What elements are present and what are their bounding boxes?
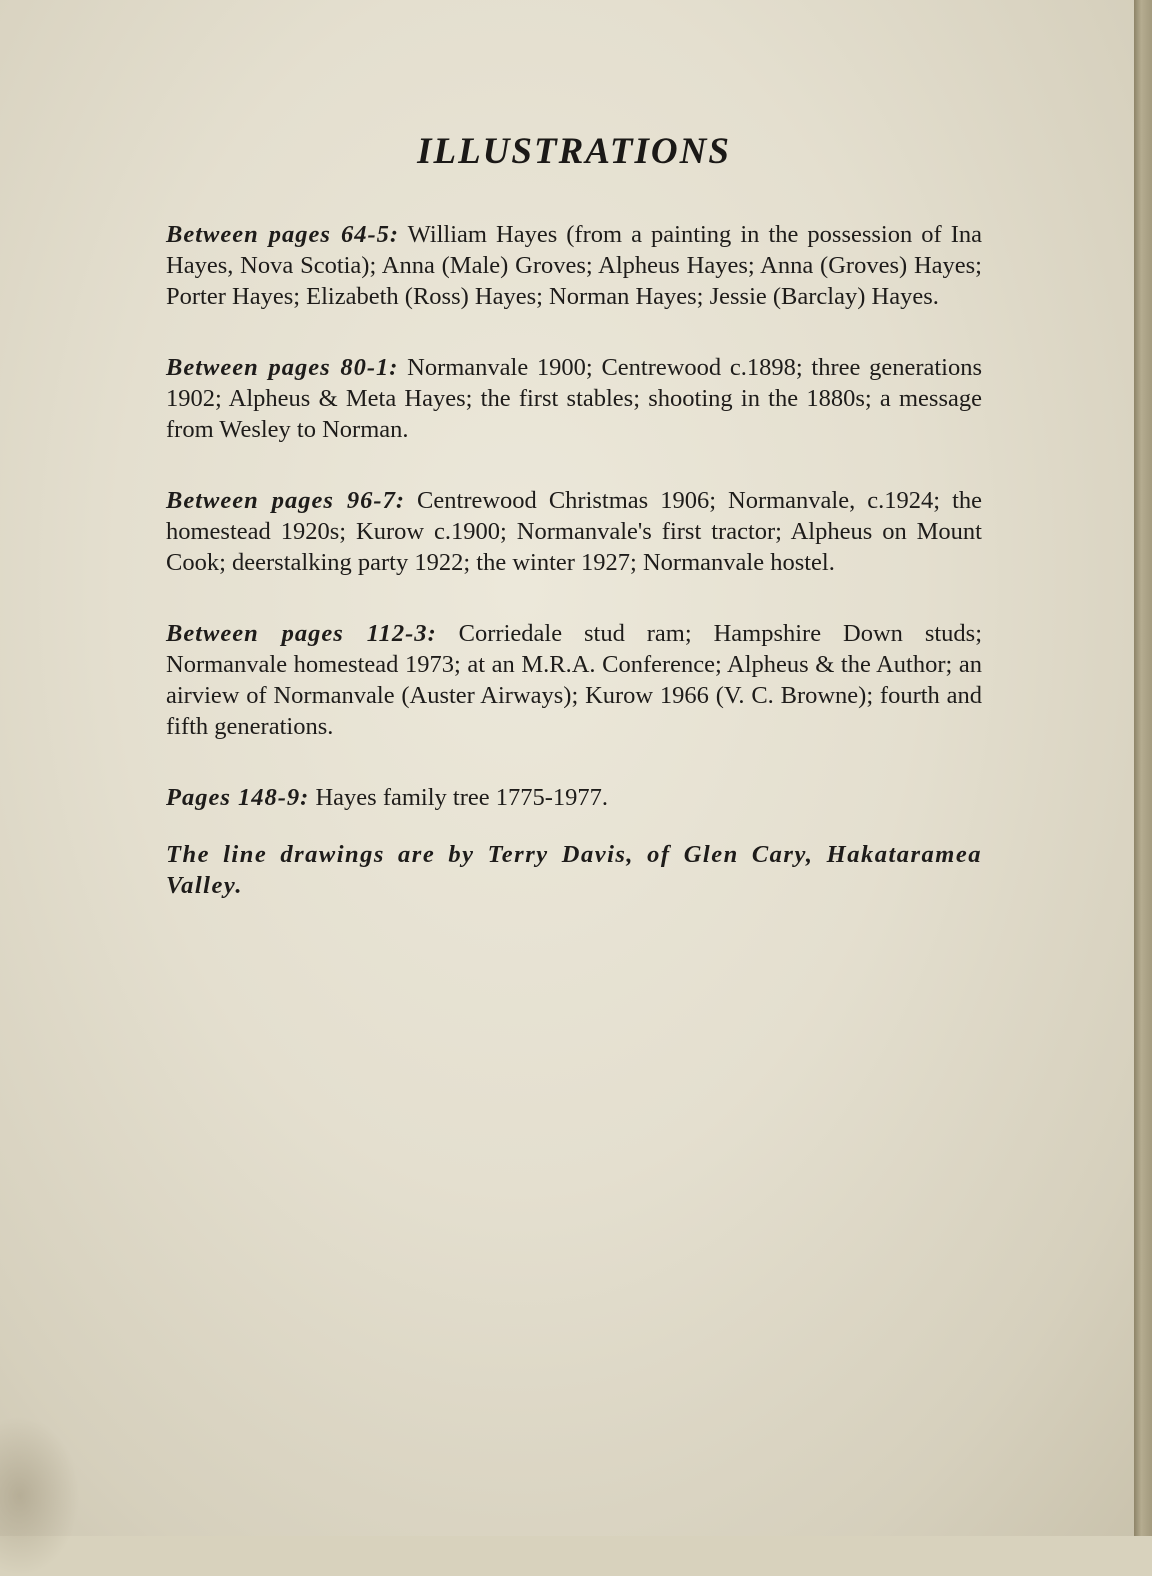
- entry-label: Between pages 64-5: [166, 221, 390, 248]
- line-drawings-credit: The line drawings are by Terry Davis, of Glen Cary, Hakataramea Valley.: [166, 841, 982, 899]
- illustrations-list: [166, 130, 982, 901]
- entry-text: Normanvale 1900; Centrewood c.1898; three generations 1902; Alpheus & Meta Hayes; the first stables; shooting in the 1880s; a message from Wesley to Norman.: [166, 354, 983, 443]
- entry-text: Corriedale stud ram; Hampshire Down studs; Normanvale homestead 1973; at an M.R.A. Conference; Alpheus & the Author; an airview of Normanvale (Auster Airways); Kurow 1966 (V. C. Browne); fourth and fifth generations.: [166, 620, 983, 740]
- illustration-entry: Between pages 64-5: William Hayes (from a painting in the possession of Ina Hayes, Nova Scotia); Anna (Male) Groves; Alpheus Hayes; Anna (Groves) Hayes; Porter Hayes; Elizabeth (Ross) Hayes; Norman Hayes; Jessie (Barclay) Hayes.: [166, 221, 983, 310]
- book-cover-edge: [1134, 0, 1152, 1536]
- entry-text: William Hayes (from a painting in the possession of Ina Hayes, Nova Scotia); Anna (Male) Groves; Alpheus Hayes; Anna (Groves) Hayes; Porter Hayes; Elizabeth (Ross) Hayes; Norman Hayes; Jessie (Barclay) Hayes.: [166, 221, 983, 310]
- illustration-entry: Pages 148-9: Hayes family tree 1775-1977.: [166, 784, 609, 811]
- entry-text: Hayes family tree 1775-1977.: [315, 784, 609, 811]
- page-corner-shadow: [0, 1416, 80, 1576]
- entry-label: Pages 148-9: [166, 784, 301, 811]
- entry-label: Between pages 80-1: [166, 354, 390, 381]
- illustration-entry: Between pages 96-7: Centrewood Christmas 1906; Normanvale, c.1924; the homestead 1920s; Kurow c.1900; Normanvale's first tractor; Alpheus on Mount Cook; deerstalking party 1922; the winter 1927; Normanvale hostel.: [166, 487, 983, 576]
- entry-text: Centrewood Christmas 1906; Normanvale, c.1924; the homestead 1920s; Kurow c.1900; Normanvale's first tractor; Alpheus on Mount Cook; deerstalking party 1922; the winter 1927; Normanvale hostel.: [166, 487, 983, 576]
- illustration-entry: Between pages 80-1: Normanvale 1900; Centrewood c.1898; three generations 1902; Alpheus & Meta Hayes; the first stables; shooting in the 1880s; a message from Wesley to Norman.: [166, 354, 983, 443]
- entry-label: Between pages 112-3: [166, 620, 428, 647]
- entry-label: Between pages 96-7: [166, 487, 396, 514]
- page-title: ILLUSTRATIONS: [417, 131, 731, 172]
- illustration-entry: Between pages 112-3: Corriedale stud ram; Hampshire Down studs; Normanvale homestead 1973; at an M.R.A. Conference; Alpheus & the Author; an airview of Normanvale (Auster Airways); Kurow 1966 (V. C. Browne); fourth and fifth generations.: [166, 620, 983, 740]
